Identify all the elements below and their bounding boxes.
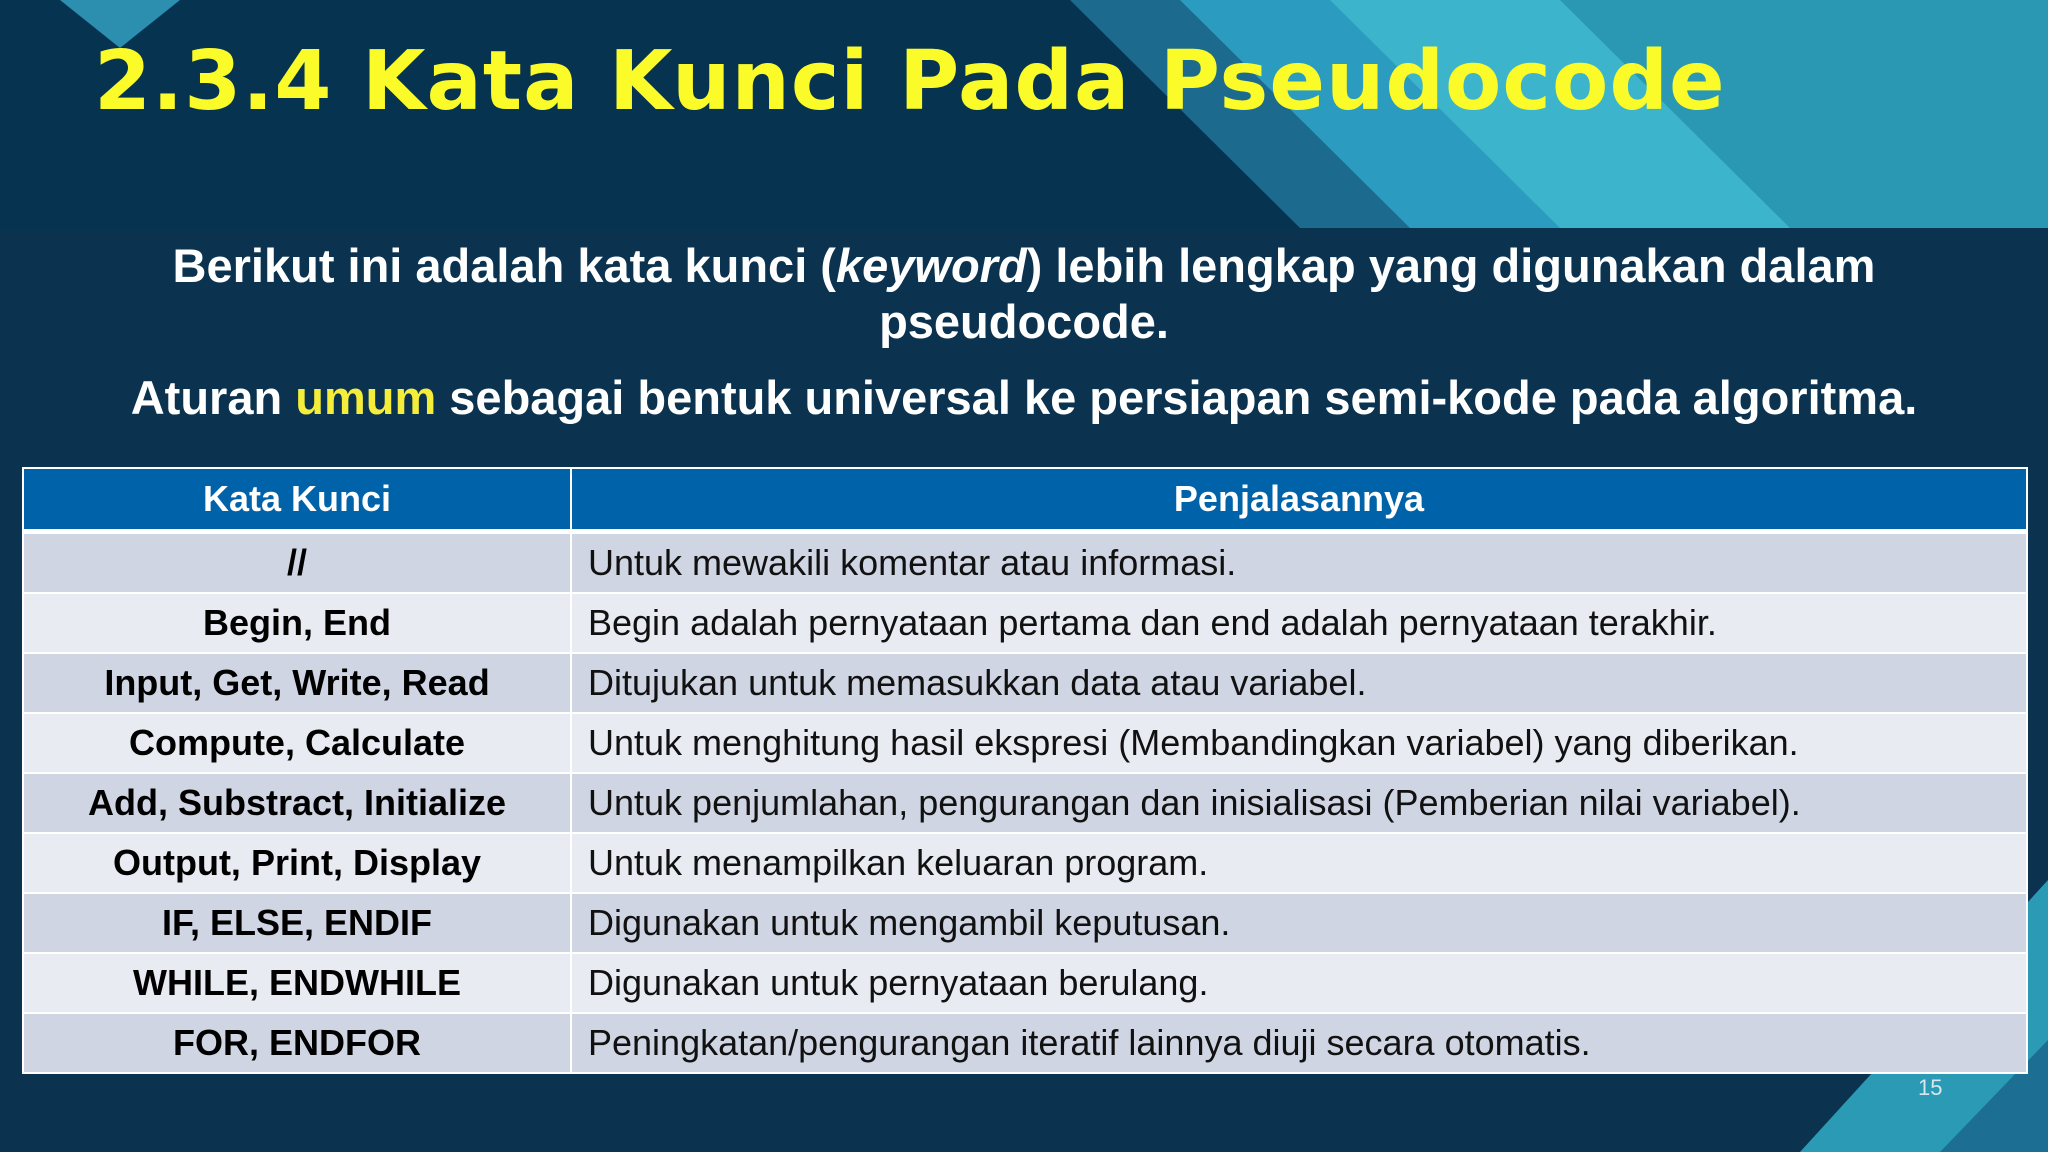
table-row	[23, 953, 2027, 1013]
intro-text-start: Berikut ini adalah kata kunci (	[172, 239, 836, 292]
keyword-cell: //	[23, 532, 571, 594]
table-row	[23, 532, 2027, 594]
keyword-cell: Input, Get, Write, Read	[23, 653, 571, 713]
keyword-table	[22, 467, 2028, 1074]
intro-text	[60, 238, 1988, 350]
page-number: 15	[1918, 1075, 1943, 1100]
description-cell: Begin adalah pernyataan pertama dan end adalah pernyataan terakhir.	[571, 593, 2027, 653]
keyword-cell: IF, ELSE, ENDIF	[23, 893, 571, 953]
description-cell: Digunakan untuk mengambil keputusan.	[571, 893, 2027, 953]
table-row	[23, 833, 2027, 893]
keyword-cell: Compute, Calculate	[23, 713, 571, 773]
description-cell: Digunakan untuk pernyataan berulang.	[571, 953, 2027, 1013]
table-row	[23, 1013, 2027, 1073]
header-description: Penjalasannya	[571, 468, 2027, 532]
header-keyword: Kata Kunci	[23, 468, 571, 532]
rule-text-start: Aturan	[130, 371, 296, 424]
description-cell: Peningkatan/pengurangan iteratif lainnya diuji secara otomatis.	[571, 1013, 2027, 1073]
slide-title: 2.3.4 Kata Kunci Pada Pseudocode	[94, 34, 1726, 129]
description-cell: Ditujukan untuk memasukkan data atau variabel.	[571, 653, 2027, 713]
keyword-cell: Begin, End	[23, 593, 571, 653]
rule-text-end: sebagai bentuk universal ke persiapan semi-kode pada algoritma.	[436, 371, 1918, 424]
intro-text-end: ) lebih lengkap yang digunakan dalam pseudocode.	[879, 239, 1876, 348]
table-row	[23, 893, 2027, 953]
description-cell: Untuk penjumlahan, pengurangan dan inisialisasi (Pemberian nilai variabel).	[571, 773, 2027, 833]
table-row	[23, 773, 2027, 833]
keyword-cell: FOR, ENDFOR	[23, 1013, 571, 1073]
rule-text	[60, 370, 1988, 426]
description-cell: Untuk menampilkan keluaran program.	[571, 833, 2027, 893]
table-row	[23, 713, 2027, 773]
description-cell: Untuk menghitung hasil ekspresi (Membandingkan variabel) yang diberikan.	[571, 713, 2027, 773]
description-cell: Untuk mewakili komentar atau informasi.	[571, 532, 2027, 594]
intro-keyword: keyword	[835, 239, 1027, 292]
keyword-cell: WHILE, ENDWHILE	[23, 953, 571, 1013]
rule-highlight: umum	[295, 371, 437, 424]
table-header-row	[23, 468, 2027, 532]
keyword-cell: Add, Substract, Initialize	[23, 773, 571, 833]
table-row	[23, 593, 2027, 653]
table-row	[23, 653, 2027, 713]
keyword-cell: Output, Print, Display	[23, 833, 571, 893]
